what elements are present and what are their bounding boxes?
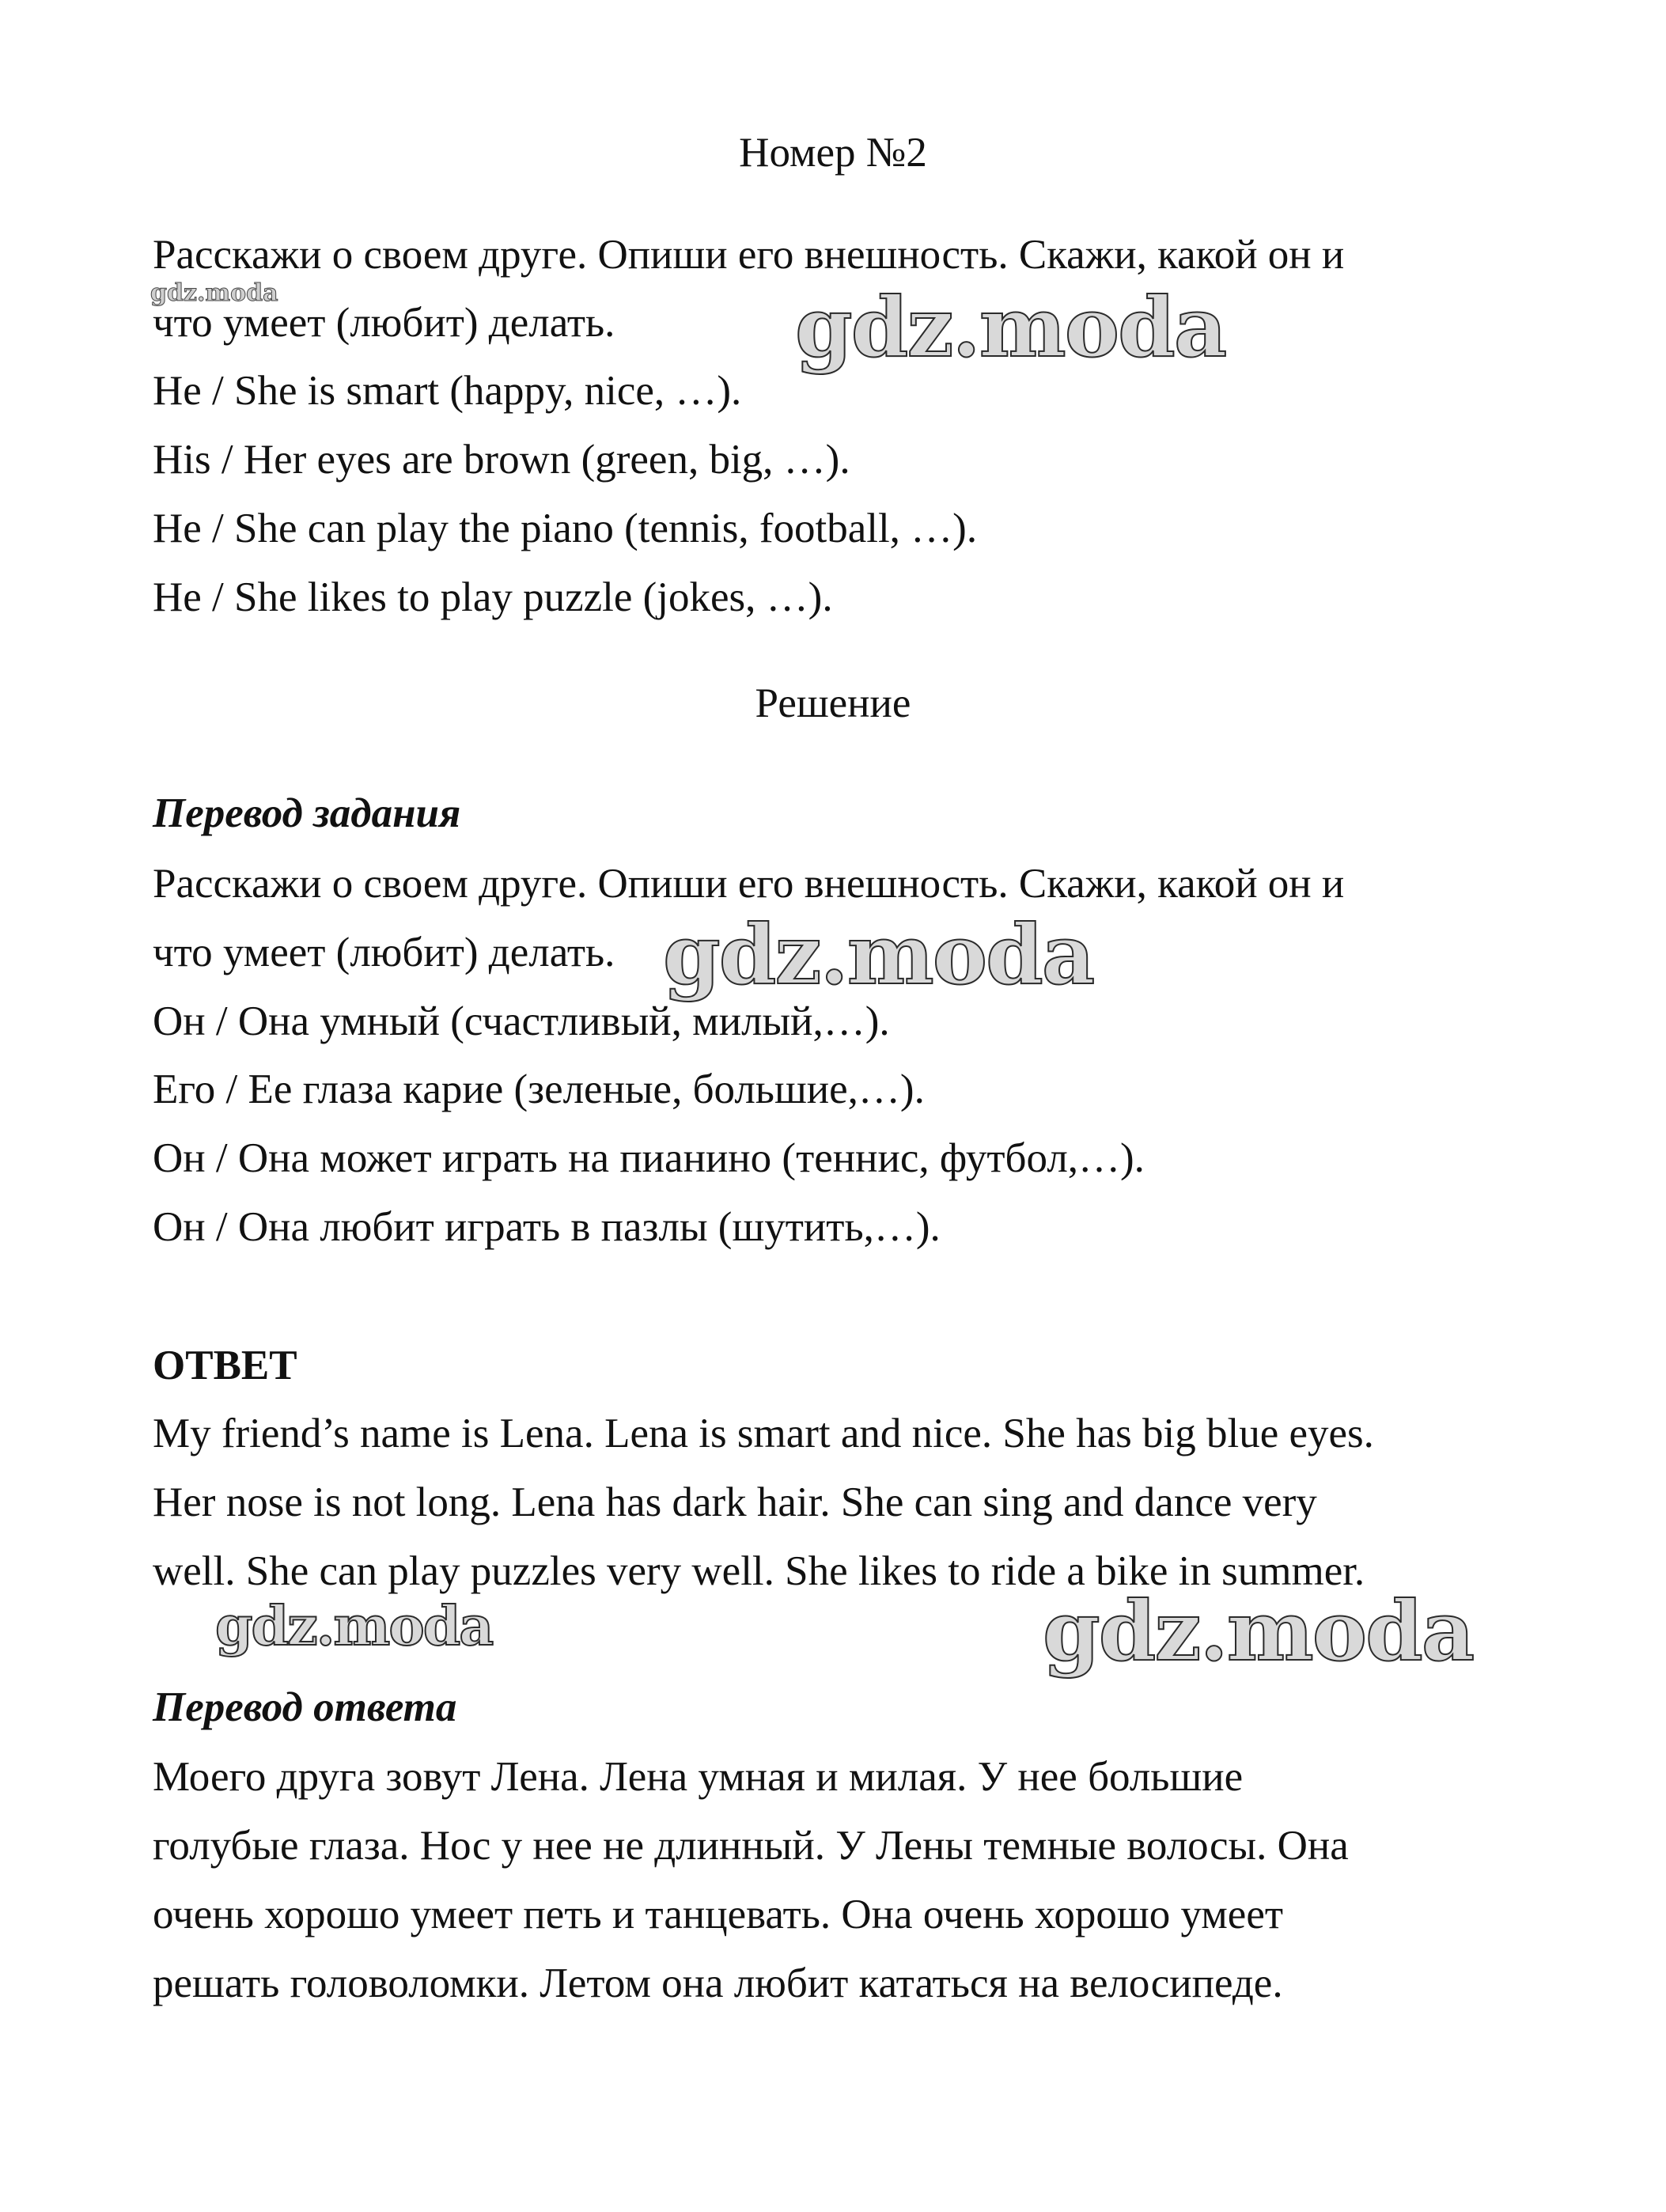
page-title: Номер №2 [739,130,927,176]
task-translation-line: Его / Ее глаза карие (зеленые, большие,…). [153,1066,925,1112]
task-line: что умеет (любит) делать. [153,300,615,346]
answer-translation-line: решать головоломки. Летом она любит кататься на велосипеде. [153,1960,1283,2006]
answer-line: well. She can play puzzles very well. She likes to ride a bike in summer. [153,1548,1365,1594]
answer-line: My friend’s name is Lena. Lena is smart and nice. She has big blue eyes. [153,1411,1374,1456]
task-line: He / She likes to play puzzle (jokes, …). [153,574,833,620]
answer-translation-line: Моего друга зовут Лена. Лена умная и милая. У нее большие [153,1754,1244,1800]
watermark-top: gdz.moda [795,278,1226,376]
watermark-middle: gdz.moda [663,906,1094,1003]
watermark-small-top: gdz.moda [150,279,278,307]
answer-translation-heading: Перевод ответа [153,1684,457,1730]
task-translation-line: Он / Она умный (счастливый, милый,…). [153,998,890,1044]
task-line: His / Her eyes are brown (green, big, …). [153,437,850,483]
answer-translation-line: голубые глаза. Нос у нее не длинный. У Лены темные волосы. Она [153,1823,1349,1869]
task-line: He / She is smart (happy, nice, …). [153,368,742,414]
solution-heading: Решение [755,680,911,726]
task-translation-line: что умеет (любит) делать. [153,930,615,975]
answer-translation-line: очень хорошо умеет петь и танцевать. Она очень хорошо умеет [153,1892,1284,1937]
watermark-bottom-right: gdz.moda [1043,1582,1474,1680]
task-line: He / She can play the piano (tennis, football, …). [153,506,978,551]
task-line: Расскажи о своем друге. Опиши его внешность. Скажи, какой он и [153,232,1345,278]
answer-line: Her nose is not long. Lena has dark hair. She can sing and dance very [153,1479,1317,1525]
task-translation-line: Он / Она любит играть в пазлы (шутить,…). [153,1204,941,1250]
answer-heading: ОТВЕТ [153,1343,297,1388]
watermark-bottom-left: gdz.moda [215,1595,493,1658]
task-translation-line: Он / Она может играть на пианино (теннис, футбол,…). [153,1135,1145,1181]
task-translation-line: Расскажи о своем друге. Опиши его внешность. Скажи, какой он и [153,861,1345,907]
task-translation-heading: Перевод задания [153,790,461,836]
